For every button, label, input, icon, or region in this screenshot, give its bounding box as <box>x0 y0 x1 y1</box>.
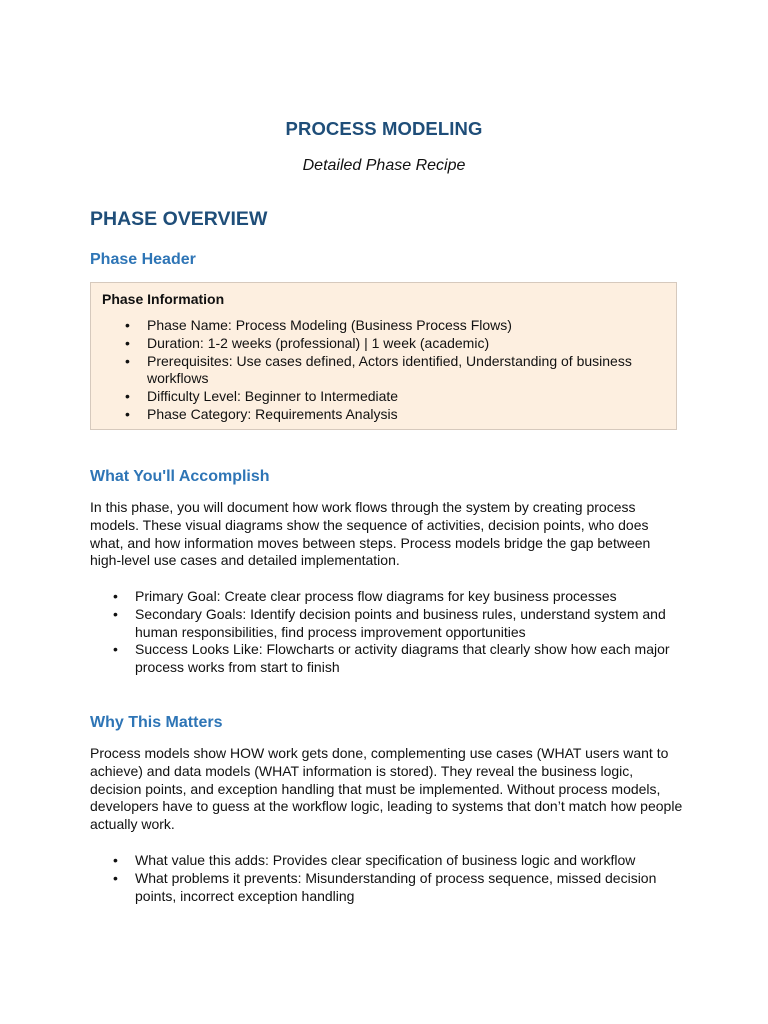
document-title: PROCESS MODELING <box>285 118 483 139</box>
bullet-icon: • <box>113 869 118 886</box>
list-item: • Phase Category: Requirements Analysis <box>125 405 398 422</box>
bullet-icon: • <box>125 352 130 369</box>
why-paragraph: Process models show HOW work gets done, complementing use cases (WHAT users want to achieve) and data models (WHAT information is stored). They reveal the business logic, decision points, and exception handling that must be implemented. Without process models, developers have to guess at the workflow logic, leading to systems that don’t match how people actually work. <box>90 745 683 833</box>
accomplish-heading: What You'll Accomplish <box>90 468 270 485</box>
accomplish-list <box>113 588 683 677</box>
bullet-icon: • <box>113 588 118 604</box>
bullet-icon: • <box>125 388 130 405</box>
phase-information-title: Phase Information <box>102 291 225 307</box>
list-item: • What problems it prevents: Misunderstanding of process sequence, missed decision points, incorrect exception handling <box>113 869 657 904</box>
accomplish-paragraph: In this phase, you will document how work flows through the system by creating process models. These visual diagrams show the sequence of activities, decision points, who does what, and how information moves between steps. Process models bridge the gap between high-level use cases and detailed implementation. <box>90 499 651 569</box>
phase-information-list <box>125 317 645 424</box>
bullet-icon: • <box>125 317 130 333</box>
bullet-icon: • <box>113 641 118 658</box>
list-item: • Prerequisites: Use cases defined, Actors identified, Understanding of business workflows <box>125 352 632 387</box>
list-item: • Primary Goal: Create clear process flow diagrams for key business processes <box>113 588 617 604</box>
why-list <box>113 852 683 905</box>
phase-information-box <box>90 282 677 430</box>
list-item: • Secondary Goals: Identify decision points and business rules, understand system and human responsibilities, find process improvement opportunities <box>113 605 666 640</box>
bullet-icon: • <box>113 605 118 622</box>
list-item: • Success Looks Like: Flowcharts or activity diagrams that clearly show how each major process works from start to finish <box>113 641 670 676</box>
list-item: • Duration: 1-2 weeks (professional) | 1 week (academic) <box>125 334 490 351</box>
list-item: • Difficulty Level: Beginner to Intermediate <box>125 388 399 405</box>
list-item: • What value this adds: Provides clear specification of business logic and workflow <box>113 852 636 868</box>
list-item: • Phase Name: Process Modeling (Business Process Flows) <box>125 317 512 333</box>
bullet-icon: • <box>125 334 130 351</box>
phase-overview-heading: PHASE OVERVIEW <box>90 208 268 230</box>
bullet-icon: • <box>113 852 118 868</box>
phase-header-heading: Phase Header <box>90 251 196 268</box>
why-heading: Why This Matters <box>90 714 223 731</box>
document-subtitle: Detailed Phase Recipe <box>302 157 466 174</box>
bullet-icon: • <box>125 405 130 422</box>
